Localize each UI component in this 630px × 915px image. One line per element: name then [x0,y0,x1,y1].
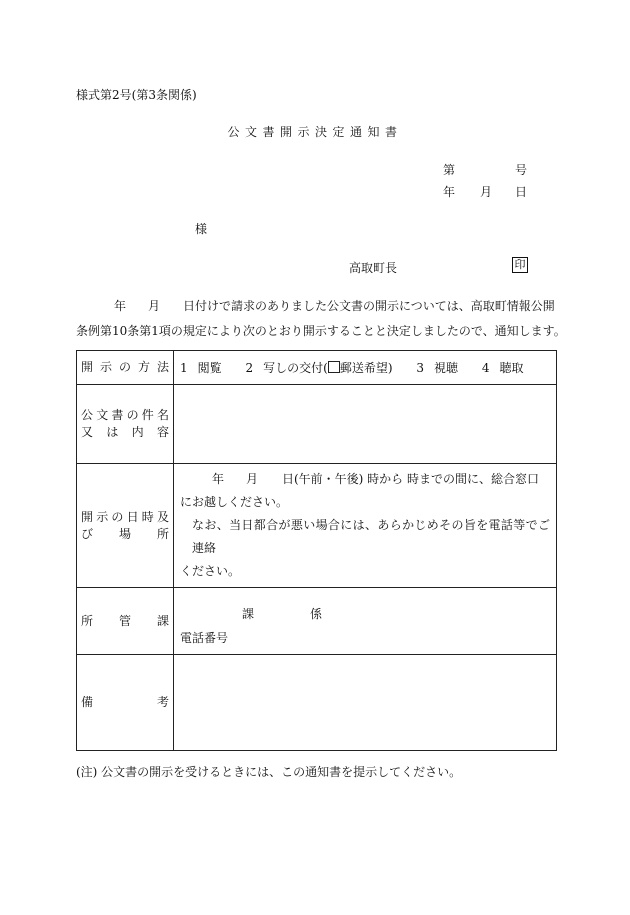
label-char: 開 [81,360,94,374]
date-month-label: 月 [480,185,493,199]
document-title: 公文書開示決定通知書 [227,125,403,139]
method-2-label: 写しの交付( [263,361,328,375]
datetime-text [174,464,557,588]
label-char: 管 [118,613,131,628]
method-1-label: 閲覧 [197,361,222,375]
label-char: 書 [111,408,124,422]
disclosure-table [76,350,557,751]
remarks-label [77,655,174,751]
footnote: (注) 公文書の開示を受けるときには、この通知書を提示してください。 [76,765,462,779]
label-char: 場 [118,526,131,541]
date-year-label: 年 [443,185,456,199]
label-char: 所 [156,526,169,541]
number-prefix: 第 [443,163,456,177]
row-subject [77,385,557,464]
label-char: 及 [156,509,169,524]
label-char: 公 [81,408,94,422]
label-char: び [81,526,94,541]
label-char: 示 [96,509,109,524]
label-char: 考 [156,695,169,709]
department-field [174,588,557,655]
label-char: 名 [156,408,169,422]
method-1-number: 1 [180,361,188,375]
subject-field[interactable] [174,385,557,464]
label-char: 件 [141,408,154,422]
label-char: 所 [81,613,94,628]
form-id: 様式第2号(第3条関係) [76,88,197,102]
label-char: 内 [131,425,144,439]
label-char: の [118,360,131,374]
dt-year: 年 [212,472,225,486]
dept-subsection: 係 [310,607,323,621]
label-char: 開 [81,509,94,524]
method-3-number: 3 [416,361,424,375]
dt-line-3: なお、当日都合が悪い場合には、あらかじめその旨を電話等でご連絡 [192,518,550,555]
addressee-honorific: 様 [195,222,208,236]
method-options [174,351,557,385]
dt-rest: 日(午前・午後) 時から 時までの間に、総合窓口 [282,472,539,486]
label-char: 課 [156,613,169,628]
label-char: 備 [81,695,94,709]
row-remarks [77,655,557,751]
dt-month: 月 [246,472,259,486]
method-3-label: 視聴 [433,361,458,375]
datetime-label [77,464,174,588]
dt-line-2: にお越しください。 [180,495,289,509]
label-char: 法 [156,360,169,374]
label-char: 容 [156,425,169,439]
method-4-number: 4 [481,361,490,375]
label-char: 日 [126,509,139,524]
row-datetime [77,464,557,588]
body-year: 年 [114,299,127,313]
label-char: 文 [96,408,109,422]
date-day-label: 日 [515,185,528,199]
dept-phone-label: 電話番号 [180,631,229,645]
body-month: 月 [148,299,161,313]
label-char: 方 [137,360,150,374]
method-2-option: 郵送希望) [339,361,393,375]
label-char: 時 [141,509,154,524]
issuer-name: 高取町長 [349,261,398,275]
dt-line-4: ください。 [180,564,241,578]
method-4-label: 聴取 [499,361,524,375]
dept-section: 課 [242,607,255,621]
body-line-1-text: 日付けで請求のありました公文書の開示については、高取町情報公開 [183,299,555,313]
row-method [77,351,557,385]
row-department [77,588,557,655]
mail-checkbox[interactable] [328,361,340,373]
body-line-2: 条例第10条第1項の規定により次のとおり開示することと決定しましたので、通知します。 [76,324,566,338]
label-char: は [106,425,119,439]
label-char: 示 [99,360,112,374]
department-label [77,588,174,655]
label-char: の [126,408,139,422]
seal-mark: 印 [512,257,528,273]
label-char: の [111,509,124,524]
method-2-number: 2 [245,361,254,375]
remarks-field[interactable] [174,655,557,751]
subject-label [77,385,174,464]
number-suffix: 号 [515,163,528,177]
method-label [77,351,174,385]
label-char: 又 [81,425,94,439]
